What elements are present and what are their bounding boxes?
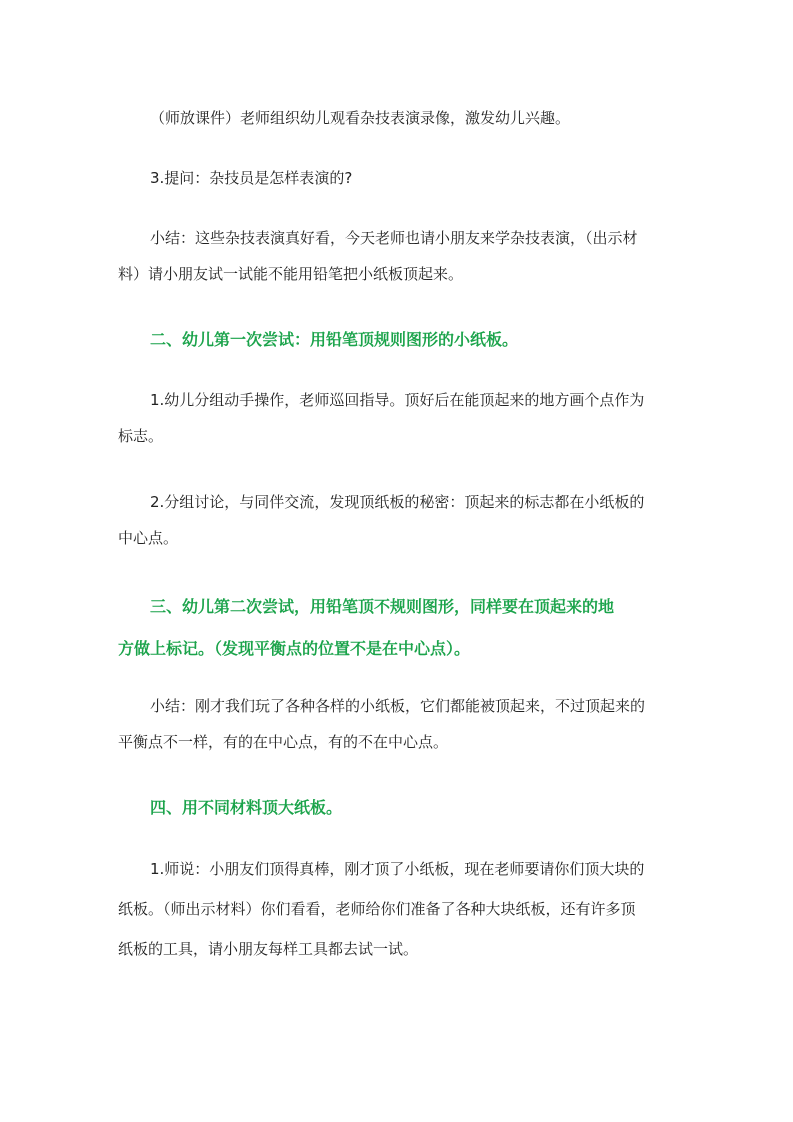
paragraph-line: （师放课件）老师组织幼儿观看杂技表演录像，激发幼儿兴趣。 (150, 109, 571, 127)
heading-line: 方做上标记。（发现平衡点的位置不是在中心点）。 (118, 639, 471, 658)
paragraph-line: 纸板。（师出示材料）你们看看，老师给你们准备了各种大块纸板，还有许多顶 (118, 900, 636, 918)
section-heading-4 (118, 789, 693, 827)
paragraph-line: 纸板的工具，请小朋友每样工具都去试一试。 (118, 940, 419, 958)
paragraph-line: 1.幼儿分组动手操作，老师巡回指导。顶好后在能顶起来的地方画个点作为 (150, 391, 645, 409)
section-heading-2 (118, 321, 693, 359)
paragraph-line: 料）请小朋友试一试能不能用铅笔把小纸板顶起来。 (118, 265, 464, 283)
paragraph-courseware (118, 100, 678, 136)
paragraph-group-operation (118, 382, 678, 454)
paragraph-line: 平衡点不一样，有的在中心点，有的不在中心点。 (118, 733, 449, 751)
paragraph-line: 中心点。 (118, 529, 179, 547)
paragraph-summary-balance (118, 688, 678, 760)
paragraph-line: 小结：刚才我们玩了各种各样的小纸板，它们都能被顶起来，不过顶起来的 (150, 697, 646, 715)
paragraph-question (118, 160, 678, 196)
paragraph-line: 3.提问：杂技员是怎样表演的? (150, 169, 353, 187)
paragraph-teacher-says (118, 849, 678, 969)
heading-line: 二、幼儿第一次尝试：用铅笔顶规则图形的小纸板。 (150, 330, 519, 349)
section-heading-3 (118, 586, 693, 670)
heading-line: 四、用不同材料顶大纸板。 (150, 798, 343, 817)
paragraph-line: 标志。 (118, 427, 164, 445)
paragraph-line: 1.师说：小朋友们顶得真棒，刚才顶了小纸板，现在老师要请你们顶大块的 (150, 860, 645, 878)
paragraph-line: 小结：这些杂技表演真好看，今天老师也请小朋友来学杂技表演，（出示材 (150, 229, 638, 247)
paragraph-line: 2.分组讨论，与同伴交流，发现顶纸板的秘密：顶起来的标志都在小纸板的 (150, 493, 645, 511)
heading-line: 三、幼儿第二次尝试，用铅笔顶不规则图形，同样要在顶起来的地 (150, 597, 615, 616)
paragraph-summary-intro (118, 220, 678, 292)
paragraph-group-discussion (118, 484, 678, 556)
